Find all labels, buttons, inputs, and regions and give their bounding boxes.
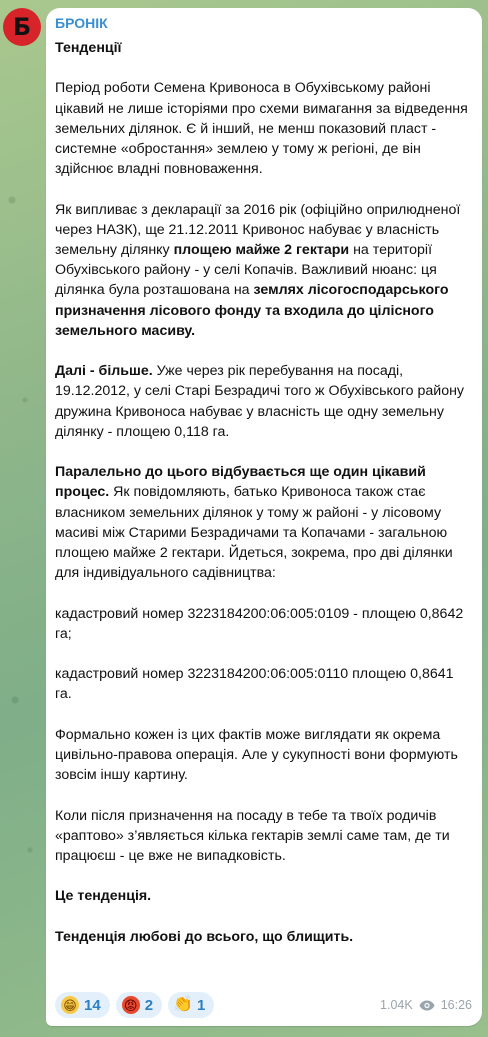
reaction-count: 2 [144, 996, 154, 1014]
angry-emoji-icon: 😡 [122, 996, 140, 1014]
paragraph-8: Коли після призначення на посаду в тебе та твоїх родичів «раптово» з’являється кілька гектарів землі саме там, де ти працюєш - це вже не випадковість. [55, 807, 450, 864]
paragraph-9: Це тенденція. [55, 888, 152, 905]
eye-icon [419, 1000, 435, 1011]
message-text [55, 38, 472, 947]
paragraph-4 [55, 462, 472, 583]
channel-name[interactable]: БРОНІК [55, 15, 108, 31]
reactions-bar [55, 992, 214, 1018]
paragraph-3-text: Уже через рік перебування на посаді, 19.12.2012, у селі Старі Безрадичі того ж Обухівського району дружина Кривоноса набуває у власність ще одну земельну ділянку - площею 0,118 га. [55, 363, 465, 440]
paragraph-5: кадастровий номер 3223184200:06:005:0109 - площею 0,8642 га; [55, 605, 464, 642]
post-title: Тенденції [55, 40, 122, 56]
message-footer [55, 992, 472, 1018]
clap-emoji-icon: 👏 [173, 996, 193, 1013]
reaction-smile[interactable] [55, 992, 110, 1018]
reaction-angry[interactable] [116, 992, 162, 1018]
paragraph-4-text: Як повідомляють, батько Кривоноса також стає власником земельних ділянок у тому ж районі - у лісовому масиві між Старими Безрадичами та Копачами - загальною площею майже 2 гектари. Йдеться, зокрема, про дві ділянки для індивідуального садівництва: [55, 484, 453, 582]
message-time: 16:26 [440, 998, 472, 1012]
reaction-count: 1 [197, 996, 206, 1014]
paragraph-2 [55, 200, 472, 341]
message-meta [380, 998, 472, 1012]
paragraph-1: Період роботи Семена Кривоноса в Обухівському районі цікавий не лише історіями про схеми вимагання за відведення земельних ділянок. Є й інший, не менш показовий пласт - системне «обростання» землею у тому ж регіоні, де він здійснює владні повноваження. [55, 80, 468, 178]
paragraph-2-bold-b: землях лісогосподарського призначення лісового фонду та входила до цілісного земельного масиву. [55, 282, 449, 339]
paragraph-2-text-b: на території Обухівського району - у селі Копачів. Важливий нюанс: ця ділянка була розташована на [55, 242, 437, 299]
paragraph-2-bold-a: площею майже 2 гектари [173, 242, 350, 258]
avatar-letter: Б [12, 13, 32, 41]
smile-emoji-icon: 😁 [61, 996, 79, 1014]
reaction-clap[interactable] [168, 992, 214, 1018]
paragraph-3-bold: Далі - більше. [55, 363, 153, 380]
paragraph-2-text-a: Як випливає з декларації за 2016 рік (офіційно оприлюдненої через НАЗК), ще 21.12.2011 Кривонос набуває у власність земельну ділянку [55, 201, 461, 258]
paragraph-10: Тенденція любові до всього, що блищить. [55, 928, 354, 945]
paragraph-7: Формально кожен із цих фактів може виглядати як окрема цивільно-правова операція. Але у сукупності вони формують зовсім іншу картину. [55, 726, 458, 784]
message-bubble [46, 8, 482, 1026]
channel-avatar[interactable] [3, 8, 41, 46]
view-count: 1.04K [380, 998, 413, 1012]
reaction-count: 14 [84, 996, 101, 1014]
paragraph-4-bold: Паралельно до цього відбувається ще один цікавий процес. [55, 464, 426, 501]
paragraph-3 [55, 361, 472, 442]
paragraph-6: кадастровий номер 3223184200:06:005:0110 площею 0,8641 га. [55, 666, 454, 703]
